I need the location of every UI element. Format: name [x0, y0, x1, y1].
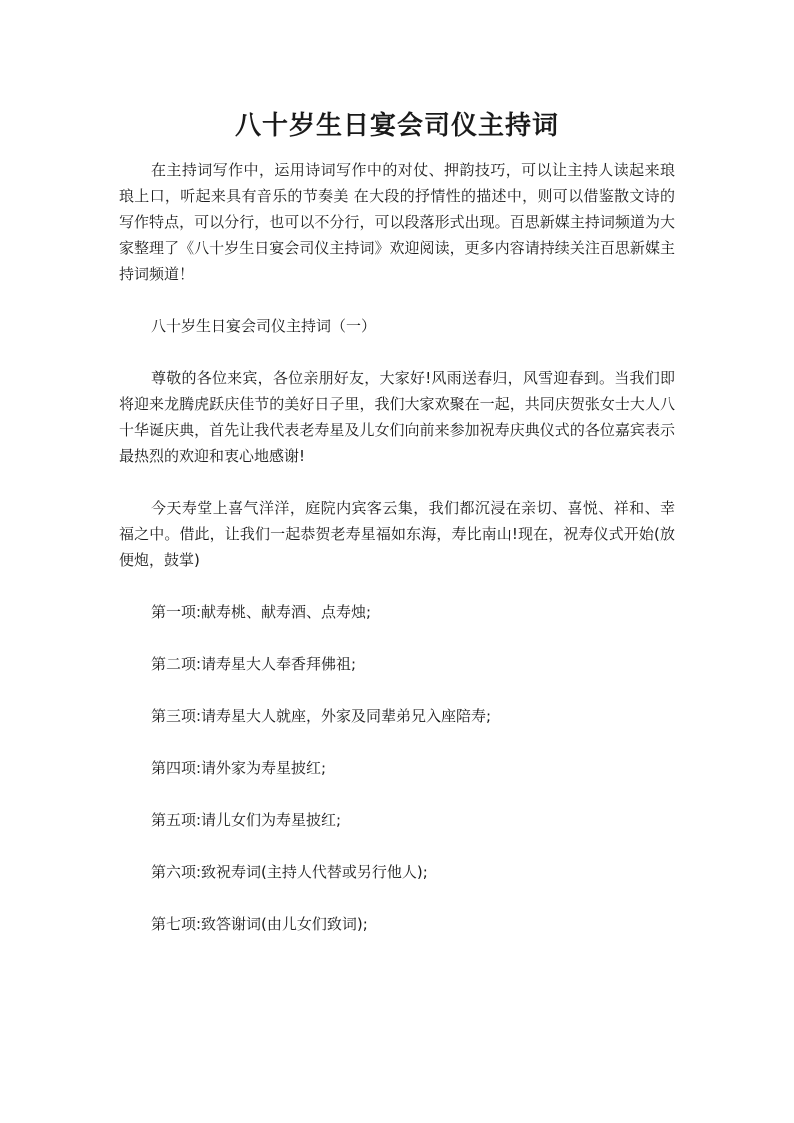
- ceremony-step-2: 第二项:请寿星大人奉香拜佛祖;: [151, 655, 357, 673]
- paragraph-spacer: [119, 729, 675, 755]
- paragraph-spacer: [119, 781, 675, 807]
- paragraph-spacer: [119, 625, 675, 651]
- ceremony-step-6: 第六项:致祝寿词(主持人代替或另行他人);: [151, 863, 428, 881]
- ceremony-step-3: 第三项:请寿星大人就座，外家及同辈弟兄入座陪寿;: [151, 707, 492, 725]
- ceremony-step-4: 第四项:请外家为寿星披红;: [151, 759, 327, 777]
- document-body: [119, 157, 675, 937]
- paragraph-spacer: [119, 339, 675, 365]
- paragraph-spacer: [119, 677, 675, 703]
- ceremony-step-5: 第五项:请儿女们为寿星披红;: [151, 811, 342, 829]
- ceremony-opening-paragraph: 今天寿堂上喜气洋洋，庭院内宾客云集，我们都沉浸在亲切、喜悦、祥和、幸福之中。借此，让我们一起恭贺老寿星福如东海，寿比南山!现在，祝寿仪式开始(放便炮，鼓掌): [119, 499, 675, 569]
- paragraph-spacer: [119, 287, 675, 313]
- paragraph-spacer: [119, 885, 675, 911]
- document-title: 八十岁生日宴会司仪主持词: [234, 111, 559, 141]
- ceremony-step-7: 第七项:致答谢词(由儿女们致词);: [151, 915, 368, 933]
- welcome-paragraph: 尊敬的各位来宾，各位亲朋好友，大家好!风雨送春归，风雪迎春到。当我们即将迎来龙腾虎跃庆佳节的美好日子里，我们大家欢聚在一起，共同庆贺张女士大人八十华诞庆典，首先让我代表老寿星及儿女们向前来参加祝寿庆典仪式的各位嘉宾表示最热烈的欢迎和衷心地感谢!: [119, 369, 675, 465]
- ceremony-step-1: 第一项:献寿桃、献寿酒、点寿烛;: [151, 603, 372, 621]
- paragraph-spacer: [119, 469, 675, 495]
- paragraph-spacer: [119, 833, 675, 859]
- intro-paragraph: 在主持词写作中，运用诗词写作中的对仗、押韵技巧，可以让主持人读起来琅琅上口，听起来具有音乐的节奏美 在大段的抒情性的描述中，则可以借鉴散文诗的写作特点，可以分行，也可以不分行，可以段落形式出现。百思新媒主持词频道为大家整理了《八十岁生日宴会司仪主持词》欢迎阅读，更多内容请持续关注百思新媒主持词频道！: [119, 161, 675, 283]
- paragraph-spacer: [119, 573, 675, 599]
- section-heading: 八十岁生日宴会司仪主持词（一）: [151, 317, 377, 335]
